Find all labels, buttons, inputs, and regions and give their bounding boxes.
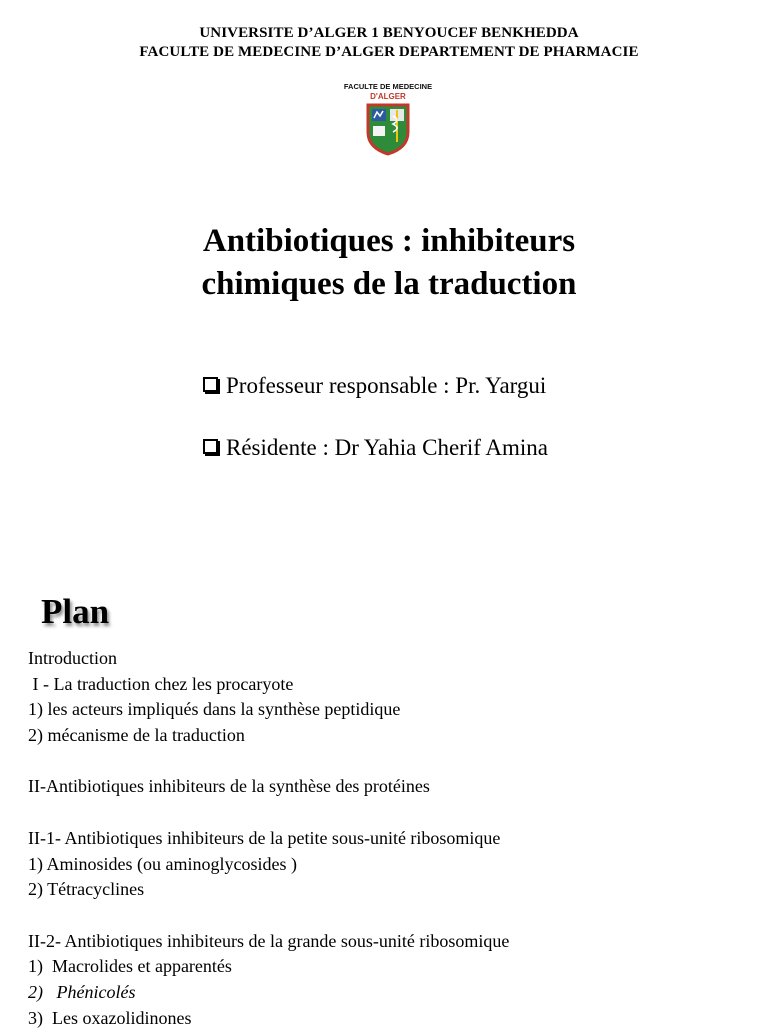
checkbox-icon <box>203 439 218 454</box>
plan-item <box>28 905 509 931</box>
faculty-crest-icon <box>365 102 411 156</box>
resident-text: Résidente : Dr Yahia Cherif Amina <box>226 435 548 460</box>
plan-heading: Plan <box>41 592 110 631</box>
plan-item: II-2- Antibiotiques inhibiteurs de la grande sous-unité ribosomique <box>28 930 510 951</box>
logo-text-alger: D'ALGER <box>370 92 406 101</box>
plan-item: 2) mécanisme de la traduction <box>28 725 245 746</box>
plan-item: 1) Macrolides et apparentés <box>28 956 232 977</box>
plan-item: 3) Les oxazolidinones <box>28 1007 192 1028</box>
plan-item: I - La traduction chez les procaryote <box>28 673 294 694</box>
faculty-logo <box>340 82 436 158</box>
university-name: UNIVERSITE D’ALGER 1 BENYOUCEF BENKHEDDA <box>199 25 579 41</box>
plan-item: II-1- Antibiotiques inhibiteurs de la petite sous-unité ribosomique <box>28 827 501 848</box>
checkbox-icon <box>203 377 218 392</box>
title-line-1: Antibiotiques : inhibiteurs <box>202 223 576 259</box>
plan-item: Introduction <box>28 648 117 668</box>
plan-item: 1) les acteurs impliqués dans la synthèse peptidique <box>28 699 401 720</box>
plan-item: 1) Aminosides (ou aminoglycosides ) <box>28 853 297 874</box>
title-line-2: chimiques de la traduction <box>201 266 577 302</box>
author-list <box>203 368 548 492</box>
plan-item <box>28 751 509 777</box>
resident-bullet <box>203 430 548 466</box>
professor-text: Professeur responsable : Pr. Yargui <box>226 373 547 398</box>
document-header <box>0 24 768 62</box>
plan-item <box>28 802 509 828</box>
plan-item: 2) Tétracyclines <box>28 879 145 900</box>
document-title <box>0 220 768 306</box>
plan-item: 2) Phénicolés <box>28 981 136 1002</box>
plan-list <box>28 648 509 1033</box>
faculty-department: FACULTE DE MEDECINE D’ALGER DEPARTEMENT DE PHARMACIE <box>139 44 639 60</box>
logo-text-faculty: FACULTE DE MEDECINE <box>343 82 433 91</box>
professor-bullet <box>203 368 548 404</box>
plan-item: II-Antibiotiques inhibiteurs de la synthèse des protéines <box>28 776 430 797</box>
